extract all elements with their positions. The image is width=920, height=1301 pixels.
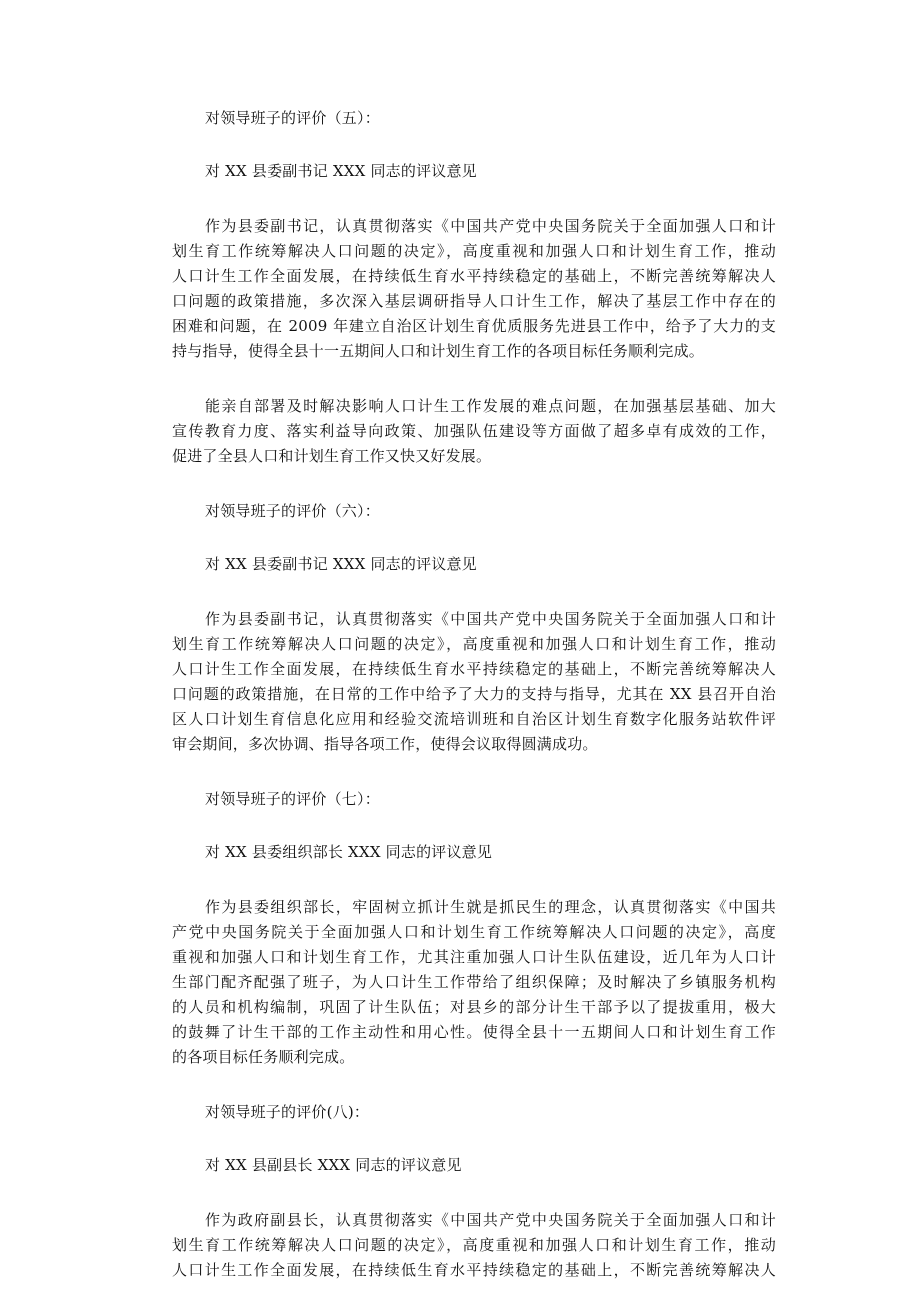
paragraph-line: 口问题的政策措施，多次深入基层调研指导人口计生工作，解决了基层工作中存在的 <box>172 292 776 310</box>
paragraph-line: 作为政府副县长，认真贯彻落实《中国共产党中央国务院关于全面加强人口和计 <box>205 1211 776 1229</box>
paragraph-line: 划生育工作统筹解决人口问题的决定》，高度重视和加强人口和计划生育工作，推动 <box>172 1236 776 1254</box>
opinion-heading: 对 XX 县委组织部长 XXX 同志的评议意见 <box>205 843 493 861</box>
evaluation-heading: 对领导班子的评价(八)： <box>205 1103 370 1121</box>
paragraph-line: 持与指导，使得全县十一五期间人口和计划生育工作的各项目标任务顺利完成。 <box>172 342 705 360</box>
body-paragraph <box>172 1208 776 1283</box>
evaluation-heading: 对领导班子的评价（六）： <box>205 502 380 520</box>
evaluation-heading: 对领导班子的评价（七）： <box>205 790 380 808</box>
paragraph-line: 人口计生工作全面发展，在持续低生育水平持续稳定的基础上，不断完善统筹解决人 <box>172 1261 776 1279</box>
document-page <box>172 106 776 1283</box>
body-paragraph <box>172 214 776 364</box>
paragraph-line: 划生育工作统筹解决人口问题的决定》，高度重视和加强人口和计划生育工作，推动 <box>172 635 776 653</box>
paragraph-line: 宣传教育力度、落实利益导向政策、加强队伍建设等方面做了超多卓有成效的工作， <box>172 422 776 440</box>
paragraph-line: 能亲自部署及时解决影响人口计生工作发展的难点问题，在加强基层基础、加大 <box>205 397 776 415</box>
paragraph-line: 口问题的政策措施，在日常的工作中给予了大力的支持与指导，尤其在 XX 县召开自治 <box>172 685 776 703</box>
body-paragraph <box>172 607 776 757</box>
paragraph-line: 作为县委副书记，认真贯彻落实《中国共产党中央国务院关于全面加强人口和计 <box>205 217 776 235</box>
paragraph-line: 作为县委副书记，认真贯彻落实《中国共产党中央国务院关于全面加强人口和计 <box>205 610 776 628</box>
paragraph-line: 产党中央国务院关于全面加强人口和计划生育工作统筹解决人口问题的决定》，高度 <box>172 923 776 941</box>
paragraph-line: 作为县委组织部长，牢固树立抓计生就是抓民生的理念，认真贯彻落实《中国共 <box>205 898 776 916</box>
opinion-heading: 对 XX 县委副书记 XXX 同志的评议意见 <box>205 555 477 573</box>
opinion-heading: 对 XX 县副县长 XXX 同志的评议意见 <box>205 1156 462 1174</box>
body-paragraph <box>172 895 776 1070</box>
paragraph-line: 审会期间，多次协调、指导各项工作，使得会议取得圆满成功。 <box>172 735 598 753</box>
paragraph-line: 的鼓舞了计生干部的工作主动性和用心性。使得全县十一五期间人口和计划生育工作 <box>172 1023 776 1041</box>
paragraph-line: 人口计生工作全面发展，在持续低生育水平持续稳定的基础上，不断完善统筹解决人 <box>172 660 776 678</box>
paragraph-line: 困难和问题，在 2009 年建立自治区计划生育优质服务先进县工作中，给予了大力的支 <box>172 317 776 335</box>
paragraph-line: 促进了全县人口和计划生育工作又快又好发展。 <box>172 447 492 465</box>
paragraph-line: 重视和加强人口和计划生育工作，尤其注重加强人口计生队伍建设，近几年为人口计 <box>172 948 776 966</box>
opinion-heading: 对 XX 县委副书记 XXX 同志的评议意见 <box>205 162 477 180</box>
paragraph-line: 人口计生工作全面发展，在持续低生育水平持续稳定的基础上，不断完善统筹解决人 <box>172 267 776 285</box>
paragraph-line: 的人员和机构编制，巩固了计生队伍；对县乡的部分计生干部予以了提拔重用，极大 <box>172 998 776 1016</box>
evaluation-heading: 对领导班子的评价（五）： <box>205 109 380 127</box>
paragraph-line: 区人口计划生育信息化应用和经验交流培训班和自治区计划生育数字化服务站软件评 <box>172 710 776 728</box>
paragraph-line: 生部门配齐配强了班子，为人口计生工作带给了组织保障；及时解决了乡镇服务机构 <box>172 973 776 991</box>
body-paragraph <box>172 394 776 469</box>
paragraph-line: 的各项目标任务顺利完成。 <box>172 1048 355 1066</box>
paragraph-line: 划生育工作统筹解决人口问题的决定》，高度重视和加强人口和计划生育工作，推动 <box>172 242 776 260</box>
